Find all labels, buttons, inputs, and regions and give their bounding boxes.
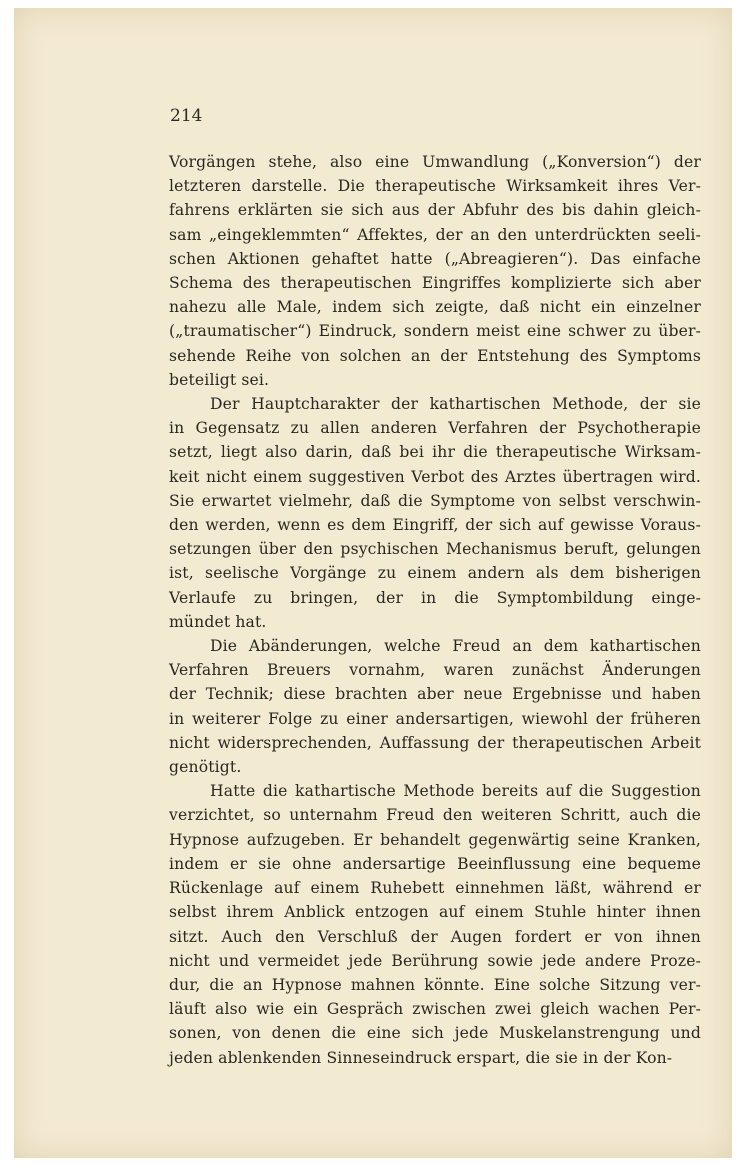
paragraph	[169, 634, 701, 779]
text-line: Hatte die kathartische Methode bereits auf die Suggestion	[210, 782, 701, 801]
text-line: sam „eingeklemmten“ Affektes, der an den unterdrückten seeli-	[169, 225, 701, 244]
text-line: selbst ihrem Anblick entzogen auf einem Stuhle hinter ihnen	[169, 903, 701, 922]
text-line: Die Abänderungen, welche Freud an dem kathartischen	[210, 637, 701, 656]
text-line: den werden, wenn es dem Eingriff, der sich auf gewisse Voraus-	[169, 516, 701, 535]
book-page	[14, 8, 732, 1158]
text-line: Der Hauptcharakter der kathartischen Methode, der sie	[210, 395, 701, 414]
body-text	[169, 150, 701, 1070]
text-line: Verfahren Breuers vornahm, waren zunächst Änderungen	[169, 661, 701, 680]
text-line: Sie erwartet vielmehr, daß die Symptome von selbst verschwin-	[169, 491, 701, 510]
text-line: („traumatischer“) Eindruck, sondern meist eine schwer zu über-	[169, 322, 701, 341]
text-line: nahezu alle Male, indem sich zeigte, daß nicht ein einzelner	[169, 298, 701, 317]
text-line: sonen, von denen die eine sich jede Muskelanstrengung und	[169, 1024, 701, 1043]
text-line: dur, die an Hypnose mahnen könnte. Eine solche Sitzung ver-	[169, 975, 701, 994]
text-line: Vorgängen stehe, also eine Umwandlung („Konversion“) der	[169, 153, 701, 171]
text-line: jeden ablenkenden Sinneseindruck erspart, die sie in der Kon-	[169, 1048, 673, 1067]
text-line: nicht widersprechenden, Auffassung der therapeutischen Arbeit	[169, 733, 701, 752]
text-line: nicht und vermeidet jede Berührung sowie jede andere Proze-	[169, 951, 701, 970]
text-line: Rückenlage auf einem Ruhebett einnehmen läßt, während er	[169, 879, 701, 898]
paragraph	[169, 779, 701, 1069]
paragraph	[169, 392, 701, 634]
text-line: indem er sie ohne andersartige Beeinflussung eine bequeme	[169, 854, 701, 873]
text-line: schen Aktionen gehaftet hatte („Abreagieren“). Das einfache	[169, 249, 701, 268]
paragraph	[169, 150, 701, 392]
text-line: sehende Reihe von solchen an der Entstehung des Symptoms	[169, 346, 701, 365]
text-line: der Technik; diese brachten aber neue Ergebnisse und haben	[169, 685, 701, 704]
text-line: verzichtet, so unternahm Freud den weiteren Schritt, auch die	[169, 806, 701, 825]
text-line: läuft also wie ein Gespräch zwischen zwei gleich wachen Per-	[169, 1000, 701, 1019]
text-line: ist, seelische Vorgänge zu einem andern als dem bisherigen	[169, 564, 701, 583]
text-line: keit nicht einem suggestiven Verbot des Arztes übertragen wird.	[169, 467, 701, 486]
text-line: beteiligt sei.	[169, 370, 270, 389]
text-line: in weiterer Folge zu einer andersartigen, wiewohl der früheren	[169, 709, 701, 728]
text-line: sitzt. Auch den Verschluß der Augen fordert er von ihnen	[169, 927, 701, 946]
text-line: fahrens erklärten sie sich aus der Abfuhr des bis dahin gleich-	[169, 201, 701, 220]
text-line: mündet hat.	[169, 612, 267, 631]
text-line: setzungen über den psychischen Mechanismus beruft, gelungen	[169, 540, 701, 559]
text-line: Hypnose aufzugeben. Er behandelt gegenwärtig seine Kranken,	[169, 830, 701, 849]
text-line: Verlaufe zu bringen, der in die Symptombildung einge-	[169, 588, 701, 607]
text-line: in Gegensatz zu allen anderen Verfahren der Psychotherapie	[169, 419, 701, 438]
text-line: letzteren darstelle. Die therapeutische Wirksamkeit ihres Ver-	[169, 177, 701, 196]
page-number: 214	[170, 106, 203, 126]
text-line: genötigt.	[169, 758, 242, 777]
text-line: setzt, liegt also darin, daß bei ihr die therapeutische Wirksam-	[169, 443, 701, 462]
text-line: Schema des therapeutischen Eingriffes komplizierte sich aber	[169, 274, 701, 293]
